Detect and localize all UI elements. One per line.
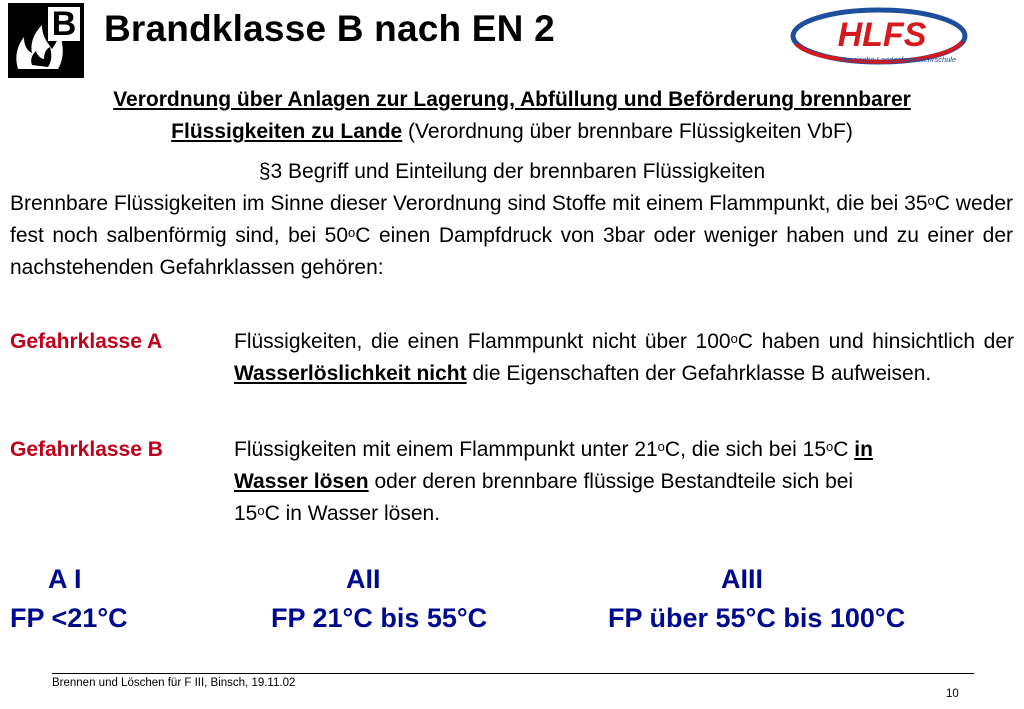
wasserloeslichkeit-nicht: Wasserlöslichkeit nicht (234, 362, 467, 385)
class-a1-name: A I (48, 564, 82, 594)
page-title: Brandklasse B nach EN 2 (104, 8, 555, 49)
brandklasse-b-logo-icon (8, 3, 84, 78)
regulation-name-underlined: Flüssigkeiten zu Lande (171, 120, 403, 143)
logo-letter: B (51, 5, 77, 43)
class-a3-name: AIII (721, 564, 764, 594)
footer-text: Brennen und Löschen für F III, Binsch, 19.11.02 (52, 677, 296, 689)
hlfs-logo-text: HLFS (837, 16, 927, 54)
regulation-line-1: Verordnung über Anlagen zur Lagerung, Abfüllung und Beförderung brennbarer (113, 88, 911, 111)
class-a2-fp: FP 21°C bis 55°C (271, 603, 488, 633)
regulation-abbrev: (Verordnung über brennbare Flüssigkeiten VbF) (402, 120, 853, 143)
hlfs-logo-subtext: Hessische Landesfeuerwehrschule (839, 55, 957, 64)
class-a3-fp: FP über 55°C bis 100°C (608, 603, 906, 633)
gefahrklasse-b-text: Flüssigkeiten mit einem Flammpunkt unter 21$^o$C, die sich bei 15$^o$C in Wasser lösen oder deren brennbare flüssige Bestandteile sich bei 15$^o$C in Wasser lösen. (234, 438, 873, 525)
gefahrklasse-b-label: Gefahrklasse B (10, 438, 163, 461)
section-title: §3 Begriff und Einteilung der brennbaren Flüssigkeiten (258, 160, 766, 183)
regulation-line-2 (0, 116, 1024, 148)
class-a2-name: AII (346, 564, 381, 594)
page-number: 10 (946, 688, 959, 700)
class-a1-fp: FP <21°C (10, 603, 128, 633)
definition-paragraph: Brennbare Flüssigkeiten im Sinne dieser Verordnung sind Stoffe mit einem Flammpunkt, die bei 35$^o$C weder fest noch salbenförmig sind, bei 50$^o$C einen Dampfdruck von 3bar oder weniger haben und zu einer der nachstehenden Gefahrklassen gehören: (10, 192, 1013, 279)
gefahrklasse-a-label: Gefahrklasse A (10, 330, 163, 353)
gefahrklasse-a-text: Flüssigkeiten, die einen Flammpunkt nicht über 100$^o$C haben und hinsichtlich der Wasserlöslichkeit nicht die Eigenschaften der Gefahrklasse B aufweisen. (234, 330, 1014, 385)
in-wasser-loesen: in Wasser lösen (234, 438, 873, 493)
footer-divider (52, 673, 974, 674)
hlfs-logo-icon (790, 6, 968, 70)
